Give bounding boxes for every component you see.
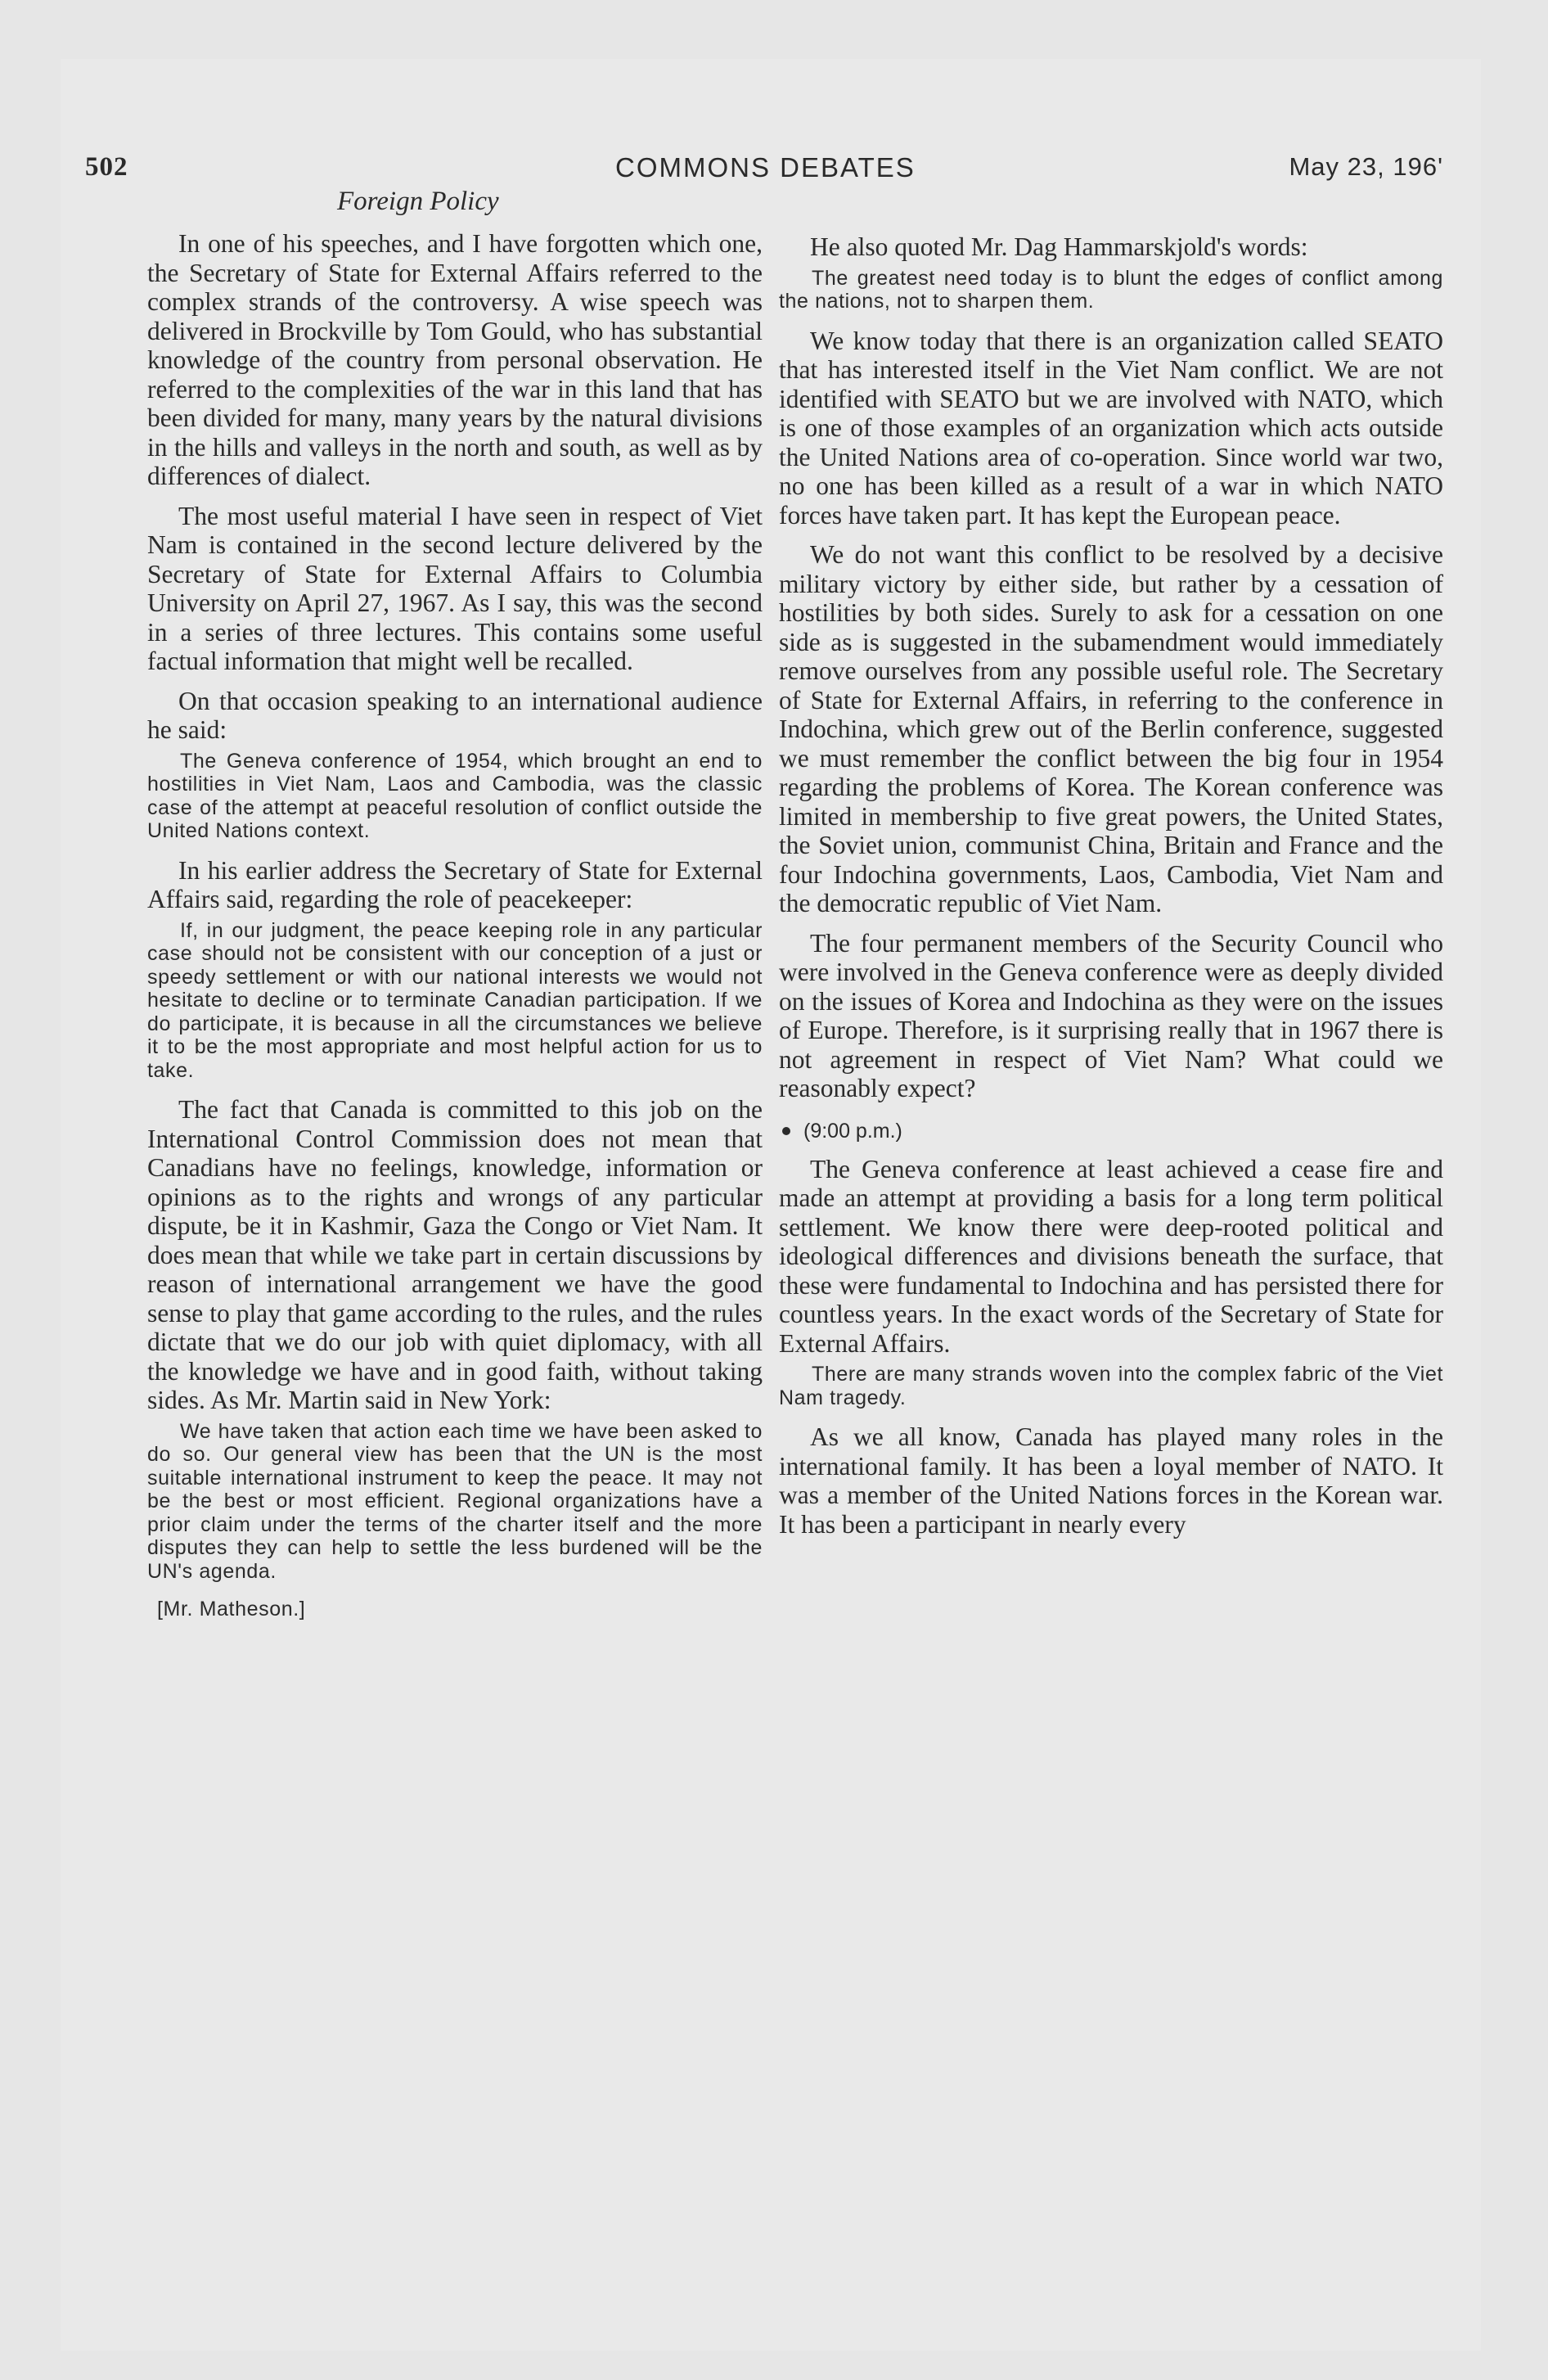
paragraph: In one of his speeches, and I have forgotten which one, the Secretary of State for External Affairs referred to the complex strands of the controversy. A wise speech was delivered in Brockville by Tom Gould, who has substantial knowledge of the country from personal observation. He referred to the complexities of the war in this land that has been divided for many, many years by the natural divisions in the hills and valleys in the north and south, as well as by differences of dialect.	[147, 229, 763, 490]
block-quote: There are many strands woven into the complex fabric of the Viet Nam tragedy.	[779, 1363, 1443, 1409]
paragraph: The most useful material I have seen in respect of Viet Nam is contained in the second lecture delivered by the Secretary of State for External Affairs to Columbia University on April 27, 1967. As I say, this was the second in a series of three lectures. This contains some useful factual information that might well be recalled.	[147, 501, 763, 675]
paragraph: He also quoted Mr. Dag Hammarskjold's words:	[810, 232, 1308, 261]
page-header	[85, 152, 1443, 193]
block-quote: The Geneva conference of 1954, which brought an end to hostilities in Viet Nam, Laos and Cambodia, was the classic case of the attempt at peaceful resolution of conflict outside the United Nations context.	[147, 749, 763, 842]
block-quote: The greatest need today is to blunt the edges of conflict among the nations, not to sharpen them.	[779, 266, 1443, 313]
paragraph: The four permanent members of the Security Council who were involved in the Geneva conference were as deeply divided on the issues of Korea and Indochina as they were on the issues of Europe. Therefore, is it surprising really that in 1967 there is not agreement in respect of Viet Nam? What could we reasonably expect?	[779, 928, 1443, 1102]
paragraph: On that occasion speaking to an international audience he said:	[147, 686, 763, 744]
left-column	[147, 229, 763, 1621]
paragraph: The fact that Canada is committed to this job on the International Control Commission does not mean that Canadians have no feelings, knowledge, information or opinions as to the rights and wrongs of any particular dispute, be it in Kashmir, Gaza the Congo or Viet Nam. It does mean that while we take part in certain discussions by reason of international arrangement we have the good sense to play that game according to the rules, and the rules dictate that we do our job with quiet diplomacy, with all the knowledge we have and in good faith, without taking sides. As Mr. Martin said in New York:	[147, 1095, 763, 1414]
page-date: May 23, 196'	[1289, 152, 1443, 181]
time-marker	[779, 1120, 1443, 1143]
paragraph: As we all know, Canada has played many roles in the international family. It has been a loyal member of NATO. It was a member of the United Nations forces in the Korean war. It has been a participant in nearly every	[779, 1422, 1443, 1539]
bullet-icon	[782, 1127, 790, 1135]
speaker-attribution: [Mr. Matheson.]	[157, 1598, 306, 1620]
time-stamp: (9:00 p.m.)	[803, 1119, 902, 1143]
block-quote: If, in our judgment, the peace keeping role in any particular case should not be consistent with our conception of a just or speedy settlement or with our national interests we would not hesitate to decline or to terminate Canadian participation. If we do participate, it is because in all the circumstances we believe it to be the most appropriate and most helpful action for us to take.	[147, 918, 763, 1082]
paragraph: We do not want this conflict to be resolved by a decisive military victory by either side, but rather by a cessation of hostilities by both sides. Surely to ask for a cessation on one side as is suggested in the subamendment would immediately remove ourselves from any possible useful role. The Secretary of State for External Affairs, in referring to the conference in Indochina, which grew out of the Berlin conference, suggested we must remember the conflict between the big four in 1954 regarding the problems of Korea. The Korean conference was limited in membership to five great powers, the United States, the Soviet union, communist China, Britain and France and the four Indochina governments, Laos, Cambodia, Viet Nam and the democratic republic of Viet Nam.	[779, 540, 1443, 917]
paragraph: In his earlier address the Secretary of State for External Affairs said, regarding the role of peacekeeper:	[147, 855, 763, 913]
page-number: 502	[85, 152, 128, 182]
paragraph: The Geneva conference at least achieved a cease fire and made an attempt at providing a basis for a long term political settlement. We know there were deep-rooted political and ideological differences and divisions beneath the surface, that these were fundamental to Indochina and has persisted there for countless years. In the exact words of the Secretary of State for External Affairs.	[779, 1154, 1443, 1358]
section-title: Foreign Policy	[337, 187, 499, 216]
block-quote: We have taken that action each time we have been asked to do so. Our general view has been that the UN is the most suitable international instrument to keep the peace. It may not be the best or most efficient. Regional organizations have a prior claim under the terms of the charter itself and the more disputes they can help to settle the less burdened will be the UN's agenda.	[147, 1419, 763, 1583]
right-column	[779, 232, 1443, 1539]
publication-title: COMMONS DEBATES	[615, 152, 916, 183]
paragraph: We know today that there is an organization called SEATO that has interested itself in the Viet Nam conflict. We are not identified with SEATO but we are involved with NATO, which is one of those examples of an organization which acts outside the United Nations area of co-operation. Since world war two, no one has been killed as a result of a war in which NATO forces have taken part. It has kept the European peace.	[779, 326, 1443, 530]
